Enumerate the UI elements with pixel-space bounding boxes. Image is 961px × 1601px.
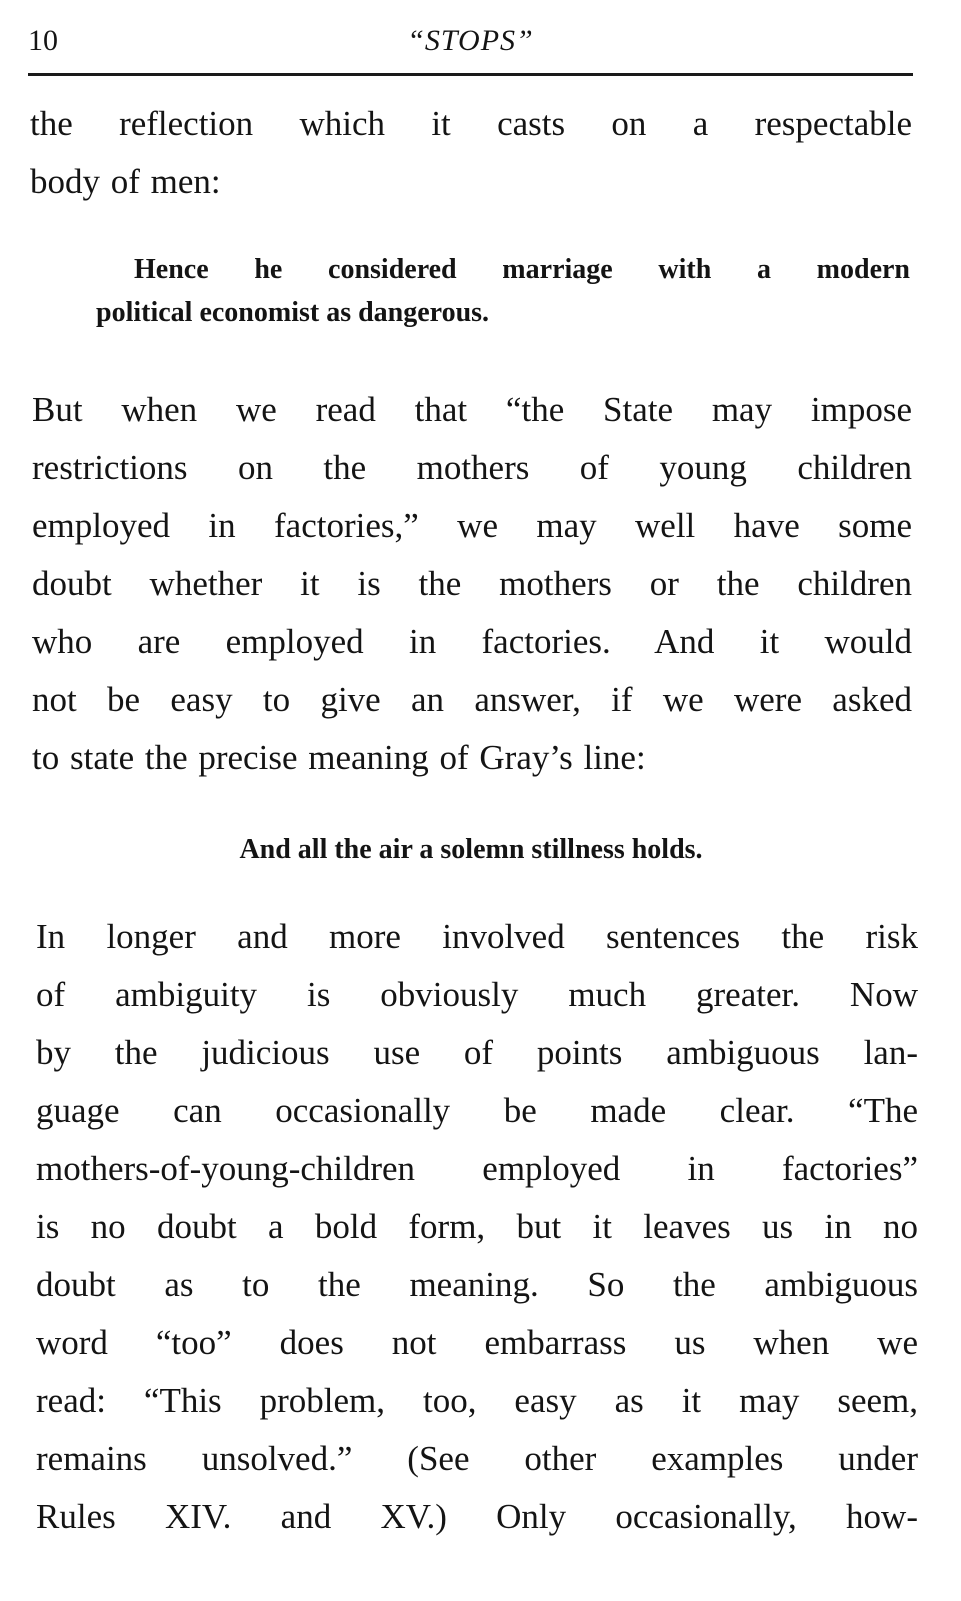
text-line: Rules XIV. and XV.) Only occasionally, how- (36, 1497, 918, 1536)
running-title: “STOPS” (407, 24, 534, 57)
text-line: is no doubt a bold form, but it leaves us in no (36, 1207, 918, 1246)
text-line: remains unsolved.” (See other examples under (36, 1439, 918, 1478)
text-line: who are employed in factories. And it would (32, 622, 912, 661)
block-quote-1 (96, 248, 910, 334)
text-line: restrictions on the mothers of young children (32, 448, 912, 487)
text-line: doubt as to the meaning. So the ambiguous (36, 1265, 918, 1304)
header-rule (28, 73, 913, 76)
quote-line: And all the air a solemn stillness holds. (239, 834, 703, 865)
text-line: of ambiguity is obviously much greater. Now (36, 975, 918, 1014)
paragraph-2 (32, 381, 912, 787)
text-line: In longer and more involved sentences the risk (36, 917, 918, 956)
text-line: word “too” does not embarrass us when we (36, 1323, 918, 1362)
quote-line: political economist as dangerous. (96, 297, 490, 328)
text-line: employed in factories,” we may well have some (32, 506, 912, 545)
paragraph-1 (30, 95, 912, 211)
text-line: body of men: (30, 162, 221, 201)
text-line: the reflection which it casts on a respectable (30, 104, 912, 143)
text-line: mothers-of-young-children employed in factories” (36, 1149, 918, 1188)
text-line: not be easy to give an answer, if we were asked (32, 680, 912, 719)
quote-line: Hence he considered marriage with a modern (134, 254, 910, 285)
text-line: guage can occasionally be made clear. “The (36, 1091, 918, 1130)
running-head (28, 14, 913, 62)
paragraph-3 (36, 908, 918, 1546)
text-line: by the judicious use of points ambiguous lan- (36, 1033, 918, 1072)
text-line: doubt whether it is the mothers or the children (32, 564, 912, 603)
page-number: 10 (28, 24, 58, 57)
text-line: But when we read that “the State may impose (32, 390, 912, 429)
block-quote-2 (30, 828, 912, 871)
text-line: to state the precise meaning of Gray’s line: (32, 738, 646, 777)
text-line: read: “This problem, too, easy as it may seem, (36, 1381, 918, 1420)
